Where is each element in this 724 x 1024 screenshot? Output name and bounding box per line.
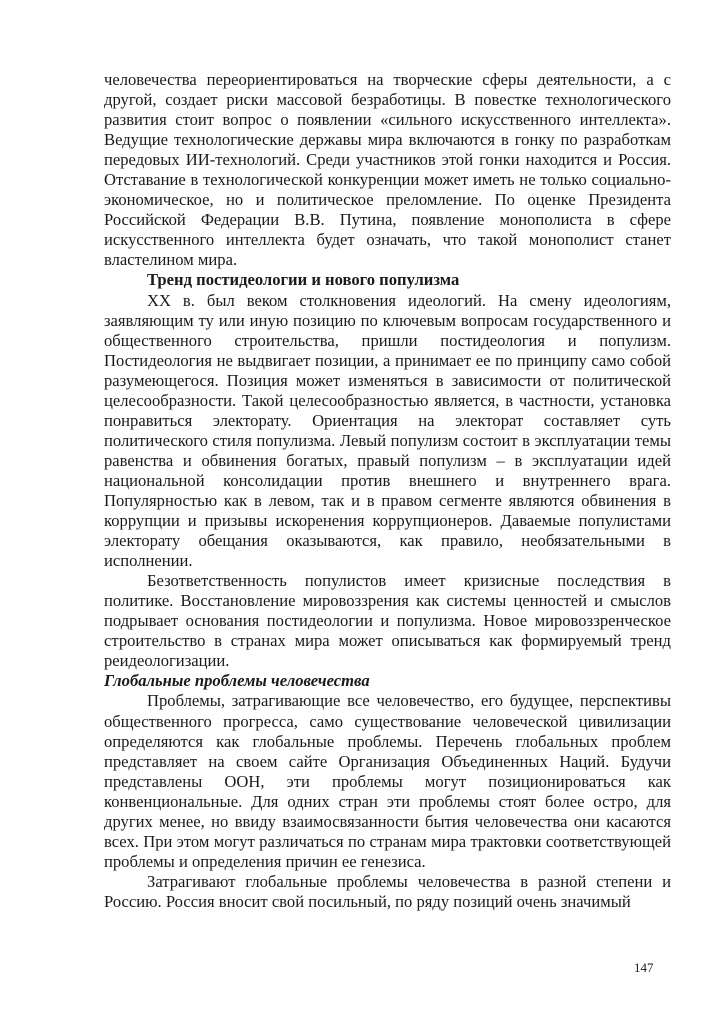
paragraph-post-ideology: XX в. был веком столкновения идеологий. На смену идеологиям, заявляющим ту или иную позицию по ключевым вопросам государственного и общественного строительства, пришли постидеология и популизм. Постидеология не выдвигает позиции, а принимает ее по принципу само собой разумеющегося. Позиция может изменяться в зависимости от политической целесообразности. Такой целесообразностью является, в частности, установка понравиться электорату. Ориентация на электорат составляет суть политического стиля популизма. Левый популизм состоит в эксплуатации темы равенства и обвинения богатых, правый популизм – в эксплуатации идей национальной консолидации против внешнего и внутреннего врага. Популярностью как в левом, так и в правом сегменте являются обвинения в коррупции и призывы искоренения коррупционеров. Даваемые популистами электорату обещания оказываются, как правило, необязательными в исполнении.	[104, 290, 671, 571]
paragraph-populism-consequences: Безответственность популистов имеет кризисные последствия в политике. Восстановление мировоззрения как системы ценностей и смыслов подрывает основания постидеологии и популизма. Новое мировоззренческое строительство в странах мира может описываться как формируемый тренд реидеологизации.	[104, 571, 671, 671]
paragraph-continuation: человечества переориентироваться на творческие сферы деятельности, а с другой, создает риски массовой безработицы. В повестке технологического развития стоит вопрос о появлении «сильного искусственного интеллекта». Ведущие технологические державы мира включаются в гонку по разработкам передовых ИИ-технологий. Среди участников этой гонки находится и Россия. Отставание в технологической конкуренции может иметь не только социально-экономическое, но и политическое преломление. По оценке Президента Российской Федерации В.В. Путина, появление монополиста в сфере искусственного интеллекта будет означать, что такой монополист станет властелином мира.	[104, 70, 671, 270]
paragraph-global-problems: Проблемы, затрагивающие все человечество, его будущее, перспективы общественного прогресса, само существование человеческой цивилизации определяются как глобальные проблемы. Перечень глобальных проблем представляет на своем сайте Организация Объединенных Наций. Будучи представлены ООН, эти проблемы могут позиционироваться как конвенциональные. Для одних стран эти проблемы стоят более остро, для других менее, но ввиду взаимосвязанности бытия человечества они касаются всех. При этом могут различаться по странам мира трактовки соответствующей проблемы и определения причин ее генезиса.	[104, 691, 671, 871]
section-heading-global-problems: Глобальные проблемы человечества	[104, 671, 370, 691]
subheading-post-ideology: Тренд постидеологии и нового популизма	[147, 270, 460, 290]
paragraph-russia-global-problems: Затрагивают глобальные проблемы человечества в разной степени и Россию. Россия вносит свой посильный, по ряду позиций очень значимый	[104, 871, 671, 911]
document-body	[104, 70, 671, 912]
page-number: 147	[634, 960, 654, 975]
